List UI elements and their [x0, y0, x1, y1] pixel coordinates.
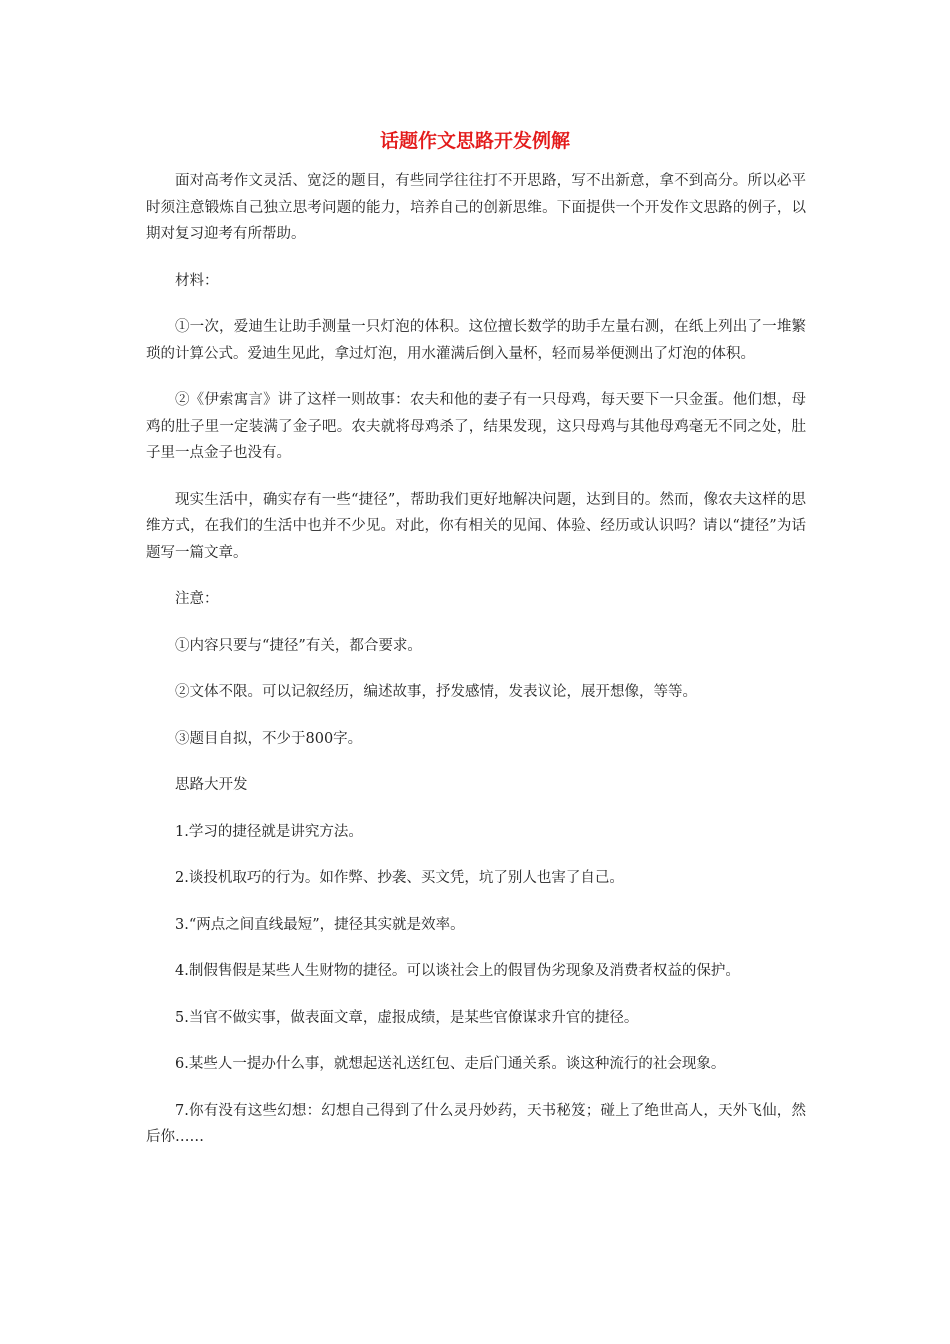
paragraph-prompt: 现实生活中，确实存有一些“捷径”，帮助我们更好地解决问题，达到目的。然而，像农夫这样的思维方式，在我们的生活中也并不少见。对此，你有相关的见闻、体验、经历或认识吗？请以“捷径”为话题写一篇文章。: [146, 491, 806, 561]
paragraph-idea-5: 5.当官不做实事，做表面文章，虚报成绩，是某些官僚谋求升官的捷径。: [175, 1009, 639, 1026]
paragraph-idea-6: 6.某些人一提办什么事，就想起送礼送红包、走后门通关系。谈这种流行的社会现象。: [175, 1056, 726, 1072]
paragraph-note-1: ①内容只要与“捷径”有关，都合要求。: [175, 637, 422, 654]
paragraph-notes-label: 注意：: [175, 591, 219, 607]
paragraph-idea-2: 2.谈投机取巧的行为。如作弊、抄袭、买文凭，坑了别人也害了自己。: [175, 870, 624, 886]
paragraph-note-2: ②文体不限。可以记叙经历，编述故事，抒发感情，发表议论，展开想像，等等。: [175, 684, 697, 700]
paragraph-idea-7: 7.你有没有这些幻想：幻想自己得到了什么灵丹妙药，天书秘笈；碰上了绝世高人，天外飞仙，然后你……: [146, 1102, 806, 1145]
paragraph-idea-4: 4.制假售假是某些人生财物的捷径。可以谈社会上的假冒伪劣现象及消费者权益的保护。: [175, 963, 740, 979]
document-title: 话题作文思路开发例解: [379, 130, 570, 152]
paragraph-idea-3: 3.“两点之间直线最短”，捷径其实就是效率。: [175, 916, 465, 933]
paragraph-note-3: ③题目自拟，不少于800字。: [175, 730, 363, 747]
paragraph-idea-1: 1.学习的捷径就是讲究方法。: [175, 823, 363, 840]
paragraph-ideas-label: 思路大开发: [175, 777, 248, 793]
paragraph-intro: 面对高考作文灵活、宽泛的题目，有些同学往往打不开思路，写不出新意，拿不到高分。所以必平时须注意锻炼自己独立思考问题的能力，培养自己的创新思维。下面提供一个开发作文思路的例子，以期对复习迎考有所帮助。: [146, 173, 806, 242]
paragraph-material-2: ②《伊索寓言》讲了这样一则故事：农夫和他的妻子有一只母鸡，每天要下一只金蛋。他们想，母鸡的肚子里一定装满了金子吧。农夫就将母鸡杀了，结果发现，这只母鸡与其他母鸡毫无不同之处，肚子里一点金子也没有。: [146, 392, 806, 461]
paragraph-material-1: ①一次，爱迪生让助手测量一只灯泡的体积。这位擅长数学的助手左量右测，在纸上列出了一堆繁琐的计算公式。爱迪生见此，拿过灯泡，用水灌满后倒入量杯，轻而易举便测出了灯泡的体积。: [146, 319, 806, 362]
paragraph-material-label: 材料：: [175, 272, 219, 289]
document-body: [146, 168, 806, 1151]
